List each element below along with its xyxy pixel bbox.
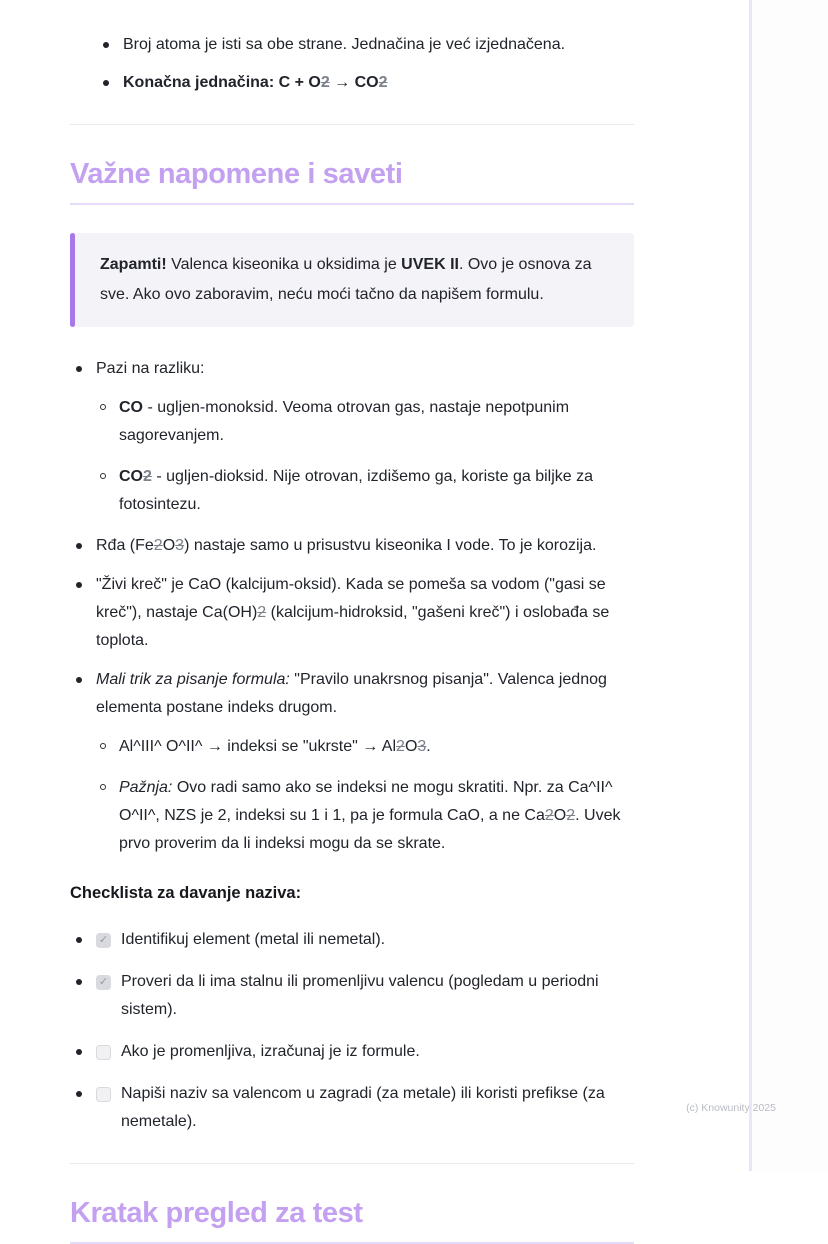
list-item: [76, 532, 634, 560]
copyright-footer: (c) Knowunity 2025: [686, 1102, 776, 1114]
struck-subscript-number: 2: [143, 468, 152, 485]
list-item-text: [121, 1080, 634, 1136]
list-item: [100, 463, 634, 519]
bullet-icon: [76, 543, 82, 549]
page-right-margin: [752, 0, 828, 1171]
bullet-icon: [76, 937, 82, 943]
text-segment: → CO: [329, 74, 379, 91]
list-item-text: [96, 355, 634, 383]
text-segment: - ugljen-dioksid. Nije otrovan, izdišemo ga, koriste ga biljke za fotosintezu.: [119, 468, 593, 513]
text-segment: Ovo radi samo ako se indeksi ne mogu skratiti. Npr. za Ca^II^ O^II^, NZS je 2, indeksi su 1 i 1, pa je formula CaO, a ne Ca: [119, 779, 613, 824]
bullet-icon: [76, 366, 82, 372]
text-segment: Identifikuj element (metal ili nemetal).: [121, 931, 386, 948]
document-content: [70, 0, 634, 1244]
list-item-text: [121, 1038, 634, 1066]
list-item: [100, 733, 634, 761]
text-segment: Zapamti!: [100, 256, 167, 273]
list-item-text: [96, 532, 634, 560]
text-segment: Broj atoma je isti sa obe strane. Jednačina je već izjednačena.: [123, 36, 566, 53]
text-segment: O: [162, 537, 176, 554]
circle-bullet-icon: [100, 473, 106, 479]
list-item-text: [121, 926, 634, 954]
circle-bullet-icon: [100, 743, 106, 749]
list-item-text: [119, 733, 634, 761]
list-item: [76, 1080, 634, 1136]
list-item: [76, 571, 634, 655]
struck-subscript-number: 2: [396, 738, 405, 755]
list-item: [76, 355, 634, 383]
text-segment: Proveri da li ima stalnu ili promenljivu valencu (pogledam u periodni sistem).: [121, 973, 599, 1018]
text-segment: Rđa (Fe: [96, 537, 154, 554]
text-segment: Napiši naziv sa valencom u zagradi (za metale) ili koristi prefikse (za nemetale).: [121, 1085, 605, 1130]
struck-subscript-number: 2: [153, 537, 163, 554]
callout-text: [100, 256, 591, 303]
list-item: [76, 666, 634, 722]
text-segment: UVEK II: [401, 256, 459, 273]
circle-bullet-icon: [100, 784, 106, 790]
list-item: [76, 1038, 634, 1066]
section-title-napomene: Važne napomene i saveti: [70, 158, 634, 205]
list-item-text: [119, 463, 634, 519]
checkbox-checked[interactable]: [96, 975, 111, 990]
callout-accent-bar: [70, 233, 75, 327]
text-segment: CO: [119, 468, 143, 485]
check-icon: ✓: [98, 976, 109, 988]
struck-subscript-number: 2: [378, 74, 388, 91]
text-segment: O: [404, 738, 418, 755]
text-segment: . Uvek prvo proverim da li indeksi mogu da se skrate.: [119, 807, 621, 852]
circle-bullet-icon: [100, 404, 106, 410]
list-item-text: [121, 968, 634, 1024]
checklist: [70, 926, 634, 1136]
list-item-text: [123, 69, 634, 97]
struck-subscript-number: 2: [544, 807, 554, 824]
text-segment: Mali trik za pisanje formula:: [96, 671, 290, 688]
bullet-icon: [76, 1091, 82, 1097]
text-segment: Pažnja:: [119, 779, 173, 796]
bullet-icon: [103, 80, 109, 86]
divider: [70, 124, 634, 125]
checkbox-unchecked[interactable]: [96, 1045, 111, 1060]
struck-subscript-number: 2: [566, 807, 576, 824]
text-segment: Pazi na razliku:: [96, 360, 205, 377]
bullet-icon: [76, 677, 82, 683]
text-segment: Valenca kiseonika u oksidima je: [166, 256, 402, 273]
struck-subscript-number: 3: [175, 537, 185, 554]
list-item-text: [119, 774, 634, 858]
bullet-icon: [76, 979, 82, 985]
notes-bullet-list: [70, 355, 634, 858]
list-item: [103, 69, 634, 97]
page-edge-line: [749, 0, 752, 1171]
text-segment: ) nastaje samo u prisustvu kiseonika I vode. To je korozija.: [184, 537, 597, 554]
text-segment: Konačna jednačina: C + O: [123, 74, 321, 91]
section-title-pregled: Kratak pregled za test: [70, 1197, 634, 1244]
checkbox-checked[interactable]: [96, 933, 111, 948]
list-item: [100, 394, 634, 450]
divider: [70, 1163, 634, 1164]
text-segment: O: [553, 807, 567, 824]
bullet-icon: [103, 42, 109, 48]
text-segment: Ako je promenljiva, izračunaj je iz formule.: [121, 1043, 420, 1060]
text-segment: "Živi kreč" je CaO (kalcijum-oksid). Kada se pomeša sa vodom ("gasi se kreč"), nastaje Ca(OH): [96, 576, 606, 621]
text-segment: Al^III^ O^II^ → indeksi se "ukrste" → Al: [119, 738, 397, 755]
list-item: [76, 968, 634, 1024]
struck-subscript-number: 2: [320, 74, 330, 91]
bullet-icon: [76, 1049, 82, 1055]
list-item-text: [96, 666, 634, 722]
list-item-text: [123, 31, 634, 59]
list-item-text: [96, 571, 634, 655]
struck-subscript-number: 3: [417, 738, 427, 755]
checkbox-unchecked[interactable]: [96, 1087, 111, 1102]
checklist-heading: Checklista za davanje naziva:: [70, 884, 302, 902]
callout: [70, 233, 634, 327]
intro-bullet-list: [103, 31, 634, 97]
list-item: [76, 926, 634, 954]
check-icon: ✓: [98, 934, 109, 946]
bullet-icon: [76, 582, 82, 588]
text-segment: . Ovo je osnova za sve. Ako ovo zaboravim, neću moći tačno da napišem formulu.: [100, 256, 592, 303]
list-item: [103, 31, 634, 59]
text-segment: "Pravilo unakrsnog pisanja". Valenca jednog elementa postane indeks drugom.: [96, 671, 607, 716]
text-segment: (kalcijum-hidroksid, "gašeni kreč") i oslobađa se toplota.: [96, 604, 610, 649]
list-item-text: [119, 394, 634, 450]
text-segment: .: [426, 738, 431, 755]
text-segment: CO: [119, 399, 143, 416]
list-item: [100, 774, 634, 858]
text-segment: - ugljen-monoksid. Veoma otrovan gas, nastaje nepotpunim sagorevanjem.: [119, 399, 570, 444]
struck-subscript-number: 2: [257, 604, 267, 621]
